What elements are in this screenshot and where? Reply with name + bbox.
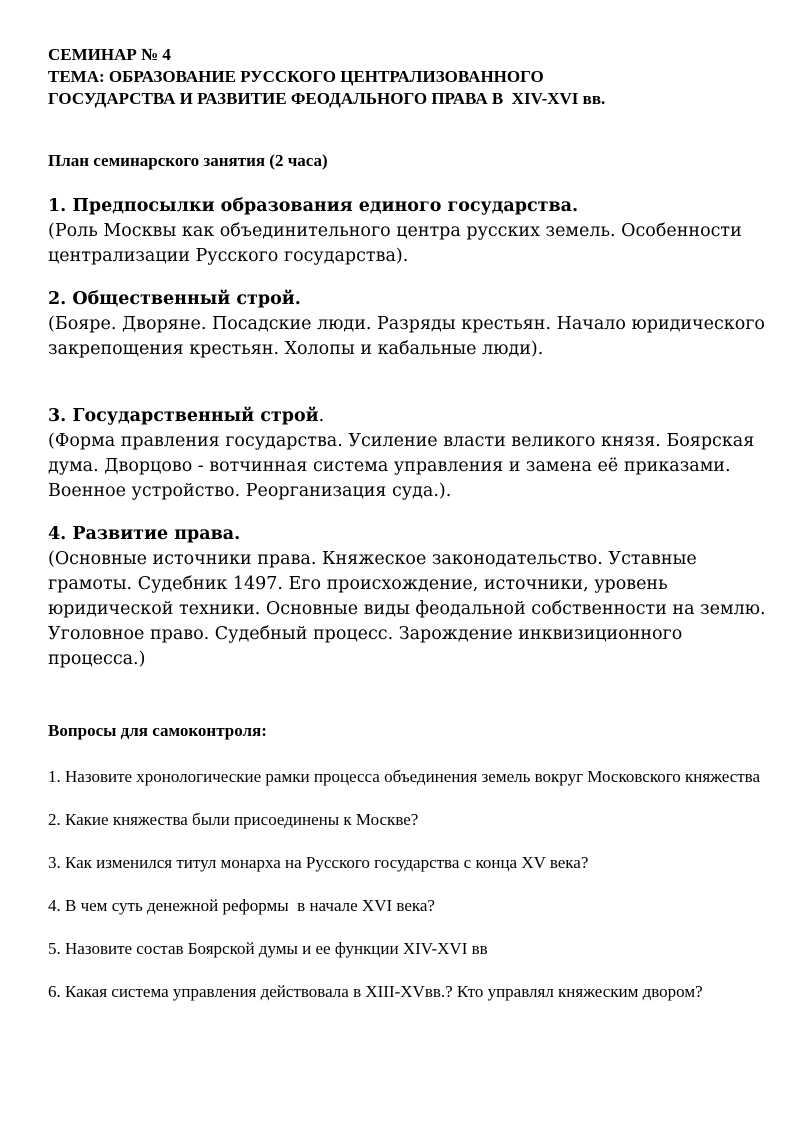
question-item: 6. Какая система управления действовала в XIII-XVвв.? Кто управлял княжеским двором? — [48, 982, 703, 1001]
section-body: (Роль Москвы как объединительного центра русских земель. Особенности централизации Русского государства). — [48, 221, 742, 266]
section-heading: 1. Предпосылки образования единого государства. — [48, 196, 579, 216]
section-heading: 3. Государственный строй — [48, 406, 319, 426]
plan-section-1 — [48, 194, 768, 269]
topic-title-line-2: ГОСУДАРСТВА И РАЗВИТИЕ ФЕОДАЛЬНОГО ПРАВА В XIV-XVI вв. — [48, 89, 606, 108]
question-item: 2. Какие княжества были присоединены к Москве? — [48, 810, 419, 829]
question-item: 1. Назовите хронологические рамки процесса объединения земель вокруг Московского княжества — [48, 767, 761, 786]
document-page — [48, 44, 768, 1002]
question-item: 3. Как изменился титул монарха на Русского государства с конца XV века? — [48, 853, 589, 872]
seminar-number: СЕМИНАР № 4 — [48, 45, 171, 64]
section-body: (Бояре. Дворяне. Посадские люди. Разряды крестьян. Начало юридического закрепощения крестьян. Холопы и кабальные люди). — [48, 314, 765, 359]
section-body: (Основные источники права. Княжеское законодательство. Уставные грамоты. Судебник 1497. Его происхождение, источники, уровень юридической техники. Основные виды феодальной собственности на землю. Уголовное право. Судебный процесс. Зарождение инквизиционного процесса.) — [48, 549, 766, 669]
section-heading-suffix: . — [318, 406, 325, 426]
plan-title: План семинарского занятия (2 часа) — [48, 151, 328, 170]
topic-title-line-1: ТЕМА: ОБРАЗОВАНИЕ РУССКОГО ЦЕНТРАЛИЗОВАННОГО — [48, 67, 544, 86]
section-heading: 4. Развитие права. — [48, 524, 241, 544]
plan-section-3 — [48, 404, 768, 504]
questions-title: Вопросы для самоконтроля: — [48, 721, 267, 740]
section-body: (Форма правления государства. Усиление власти великого князя. Боярская дума. Дворцово - вотчинная система управления и замена её приказами. Военное устройство. Реорганизация суда.). — [48, 431, 755, 501]
plan-section-4 — [48, 522, 768, 672]
plan-section-2 — [48, 287, 768, 362]
question-item: 4. В чем суть денежной реформы в начале XVI века? — [48, 896, 435, 915]
section-heading-wrap — [48, 404, 768, 429]
question-item: 5. Назовите состав Боярской думы и ее функции XIV-XVI вв — [48, 939, 488, 958]
section-heading: 2. Общественный строй. — [48, 289, 301, 309]
